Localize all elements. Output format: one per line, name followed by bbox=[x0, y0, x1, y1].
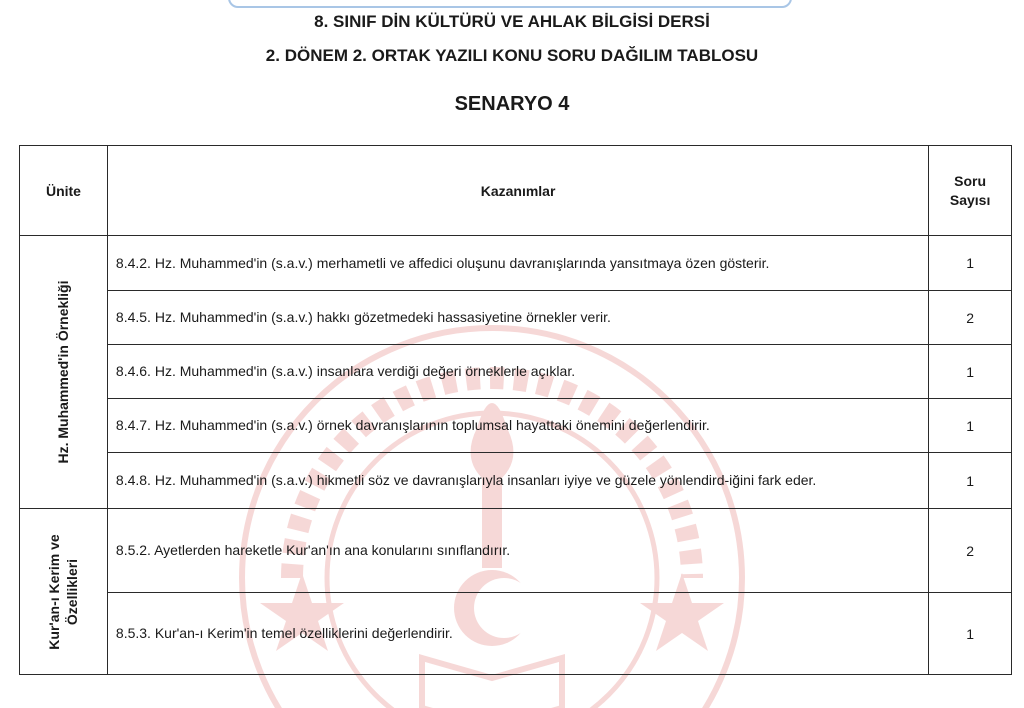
count-cell: 1 bbox=[929, 345, 1012, 399]
table-row bbox=[20, 399, 1012, 453]
count-cell: 1 bbox=[929, 453, 1012, 509]
header-count-line2: Sayısı bbox=[949, 191, 991, 208]
table-row bbox=[20, 453, 1012, 509]
count-cell: 1 bbox=[929, 593, 1012, 675]
outcome-cell: 8.4.5. Hz. Muhammed'in (s.a.v.) hakkı gözetmedeki hassasiyetine örnekler verir. bbox=[107, 291, 928, 345]
unit-name-muhammed: Hz. Muhammed'in Örnekliği bbox=[55, 280, 72, 464]
scenario-heading: SENARYO 4 bbox=[454, 93, 570, 115]
outcome-cell: 8.5.3. Kur'an-ı Kerim'in temel özelliklerini değerlendirir. bbox=[107, 593, 928, 675]
table-row bbox=[20, 345, 1012, 399]
unit-cell-kuran bbox=[20, 509, 108, 675]
header-question-count bbox=[929, 146, 1012, 236]
document-subtitle: 2. DÖNEM 2. ORTAK YAZILI KONU SORU DAĞILIM TABLOSU bbox=[265, 46, 759, 65]
table-row bbox=[20, 593, 1012, 675]
document-title: 8. SINIF DİN KÜLTÜRÜ VE AHLAK BİLGİSİ DERSİ bbox=[314, 12, 710, 31]
unit-name-kuran-line1: Kur'an-ı Kerim ve bbox=[46, 533, 63, 650]
unit-name-kuran-line2: Özellikleri bbox=[64, 558, 81, 625]
outcome-cell: 8.4.8. Hz. Muhammed'in (s.a.v.) hikmetli söz ve davranışlarıyla insanları iyiye ve güzele yönlendird-iğini fark eder. bbox=[107, 453, 928, 509]
header-count-line1: Soru bbox=[954, 172, 987, 189]
table-row bbox=[20, 236, 1012, 291]
table-row bbox=[20, 509, 1012, 593]
count-cell: 2 bbox=[929, 509, 1012, 593]
header-outcomes: Kazanımlar bbox=[107, 146, 928, 236]
top-frame bbox=[228, 0, 792, 8]
header-unit: Ünite bbox=[20, 146, 108, 236]
outcome-cell: 8.4.7. Hz. Muhammed'in (s.a.v.) örnek davranışlarının toplumsal hayattaki önemini değerlendirir. bbox=[107, 399, 928, 453]
distribution-table bbox=[19, 145, 1012, 675]
unit-name-kuran bbox=[45, 534, 81, 649]
unit-cell-muhammed bbox=[20, 236, 108, 509]
outcome-cell: 8.4.2. Hz. Muhammed'in (s.a.v.) merhametli ve affedici oluşunu davranışlarında yansıtmaya özen gösterir. bbox=[107, 236, 928, 291]
count-cell: 1 bbox=[929, 236, 1012, 291]
count-cell: 1 bbox=[929, 399, 1012, 453]
count-cell: 2 bbox=[929, 291, 1012, 345]
table-row bbox=[20, 291, 1012, 345]
table-header-row bbox=[20, 146, 1012, 236]
outcome-cell: 8.5.2. Ayetlerden hareketle Kur'an'ın ana konularını sınıflandırır. bbox=[107, 509, 928, 593]
outcome-cell: 8.4.6. Hz. Muhammed'in (s.a.v.) insanlara verdiği değeri örneklerle açıklar. bbox=[107, 345, 928, 399]
